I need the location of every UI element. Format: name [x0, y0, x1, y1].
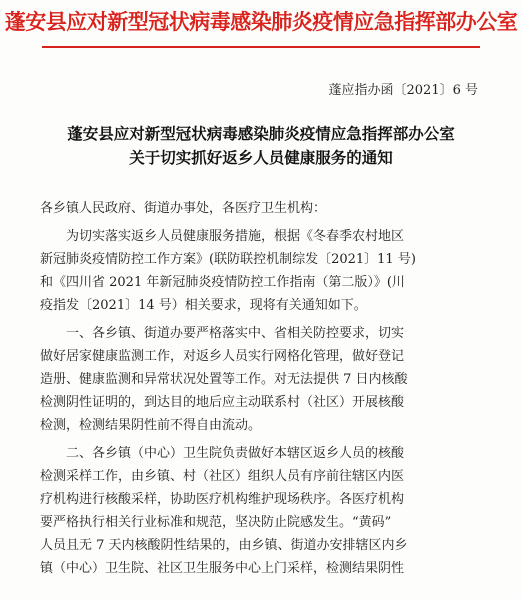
notice-title-line-1: 蓬安县应对新型冠状病毒感染肺炎疫情应急指挥部办公室 [67, 124, 455, 143]
body-line: 检测，检测结果阴性前不得自由流动。 [40, 418, 262, 433]
red-divider-line [42, 46, 480, 48]
salutation: 各乡镇人民政府、街道办事处，各医疗卫生机构： [40, 201, 327, 216]
body-line: 和《四川省 2021 年新冠肺炎疫情防控工作指南（第二版）》(川 [40, 275, 405, 290]
body-line: 要严格执行相关行业标准和规范，坚决防止院感发生。“黄码” [40, 515, 392, 530]
body-line: 为切实落实返乡人员健康服务措施，根据《冬春季农村地区 [66, 229, 405, 244]
body-line: 疗机构进行核酸采样，协助医疗机构维护现场秩序。各医疗机构 [40, 492, 405, 507]
document-number: 蓬应指办函〔2021〕6 号 [328, 83, 478, 98]
body-line: 二、各乡镇（中心）卫生院负责做好本辖区返乡人员的核酸 [66, 446, 405, 461]
body-line: 造册、健康监测和异常状况处置等工作。对无法提供 7 日内核酸 [40, 372, 408, 387]
body-line: 镇（中心）卫生院、社区卫生服务中心上门采样，检测结果阴性 [40, 561, 405, 576]
body-line: 一、各乡镇、街道办要严格落实中、省相关防控要求，切实 [66, 326, 405, 341]
body-line: 做好居家健康监测工作，对返乡人员实行网格化管理，做好登记 [40, 349, 405, 364]
body-line: 人员且无 7 天内核酸阴性结果的，由乡镇、街道办安排辖区内乡 [40, 538, 408, 553]
body-line: 检测采样工作，由乡镇、村（社区）组织人员有序前往辖区内医 [40, 469, 405, 484]
body-line: 检测阴性证明的，到达目的地后应主动联系村（社区）开展核酸 [40, 395, 405, 410]
body-line: 新冠肺炎疫情防控工作方案》(联防联控机制综发〔2021〕11 号) [40, 252, 416, 267]
notice-title-line-2: 关于切实抓好返乡人员健康服务的通知 [129, 148, 393, 167]
agency-header: 蓬安县应对新型冠状病毒感染肺炎疫情应急指挥部办公室 [4, 10, 518, 34]
body-line: 疫指发〔2021〕14 号）相关要求，现将有关通知如下。 [40, 298, 367, 313]
